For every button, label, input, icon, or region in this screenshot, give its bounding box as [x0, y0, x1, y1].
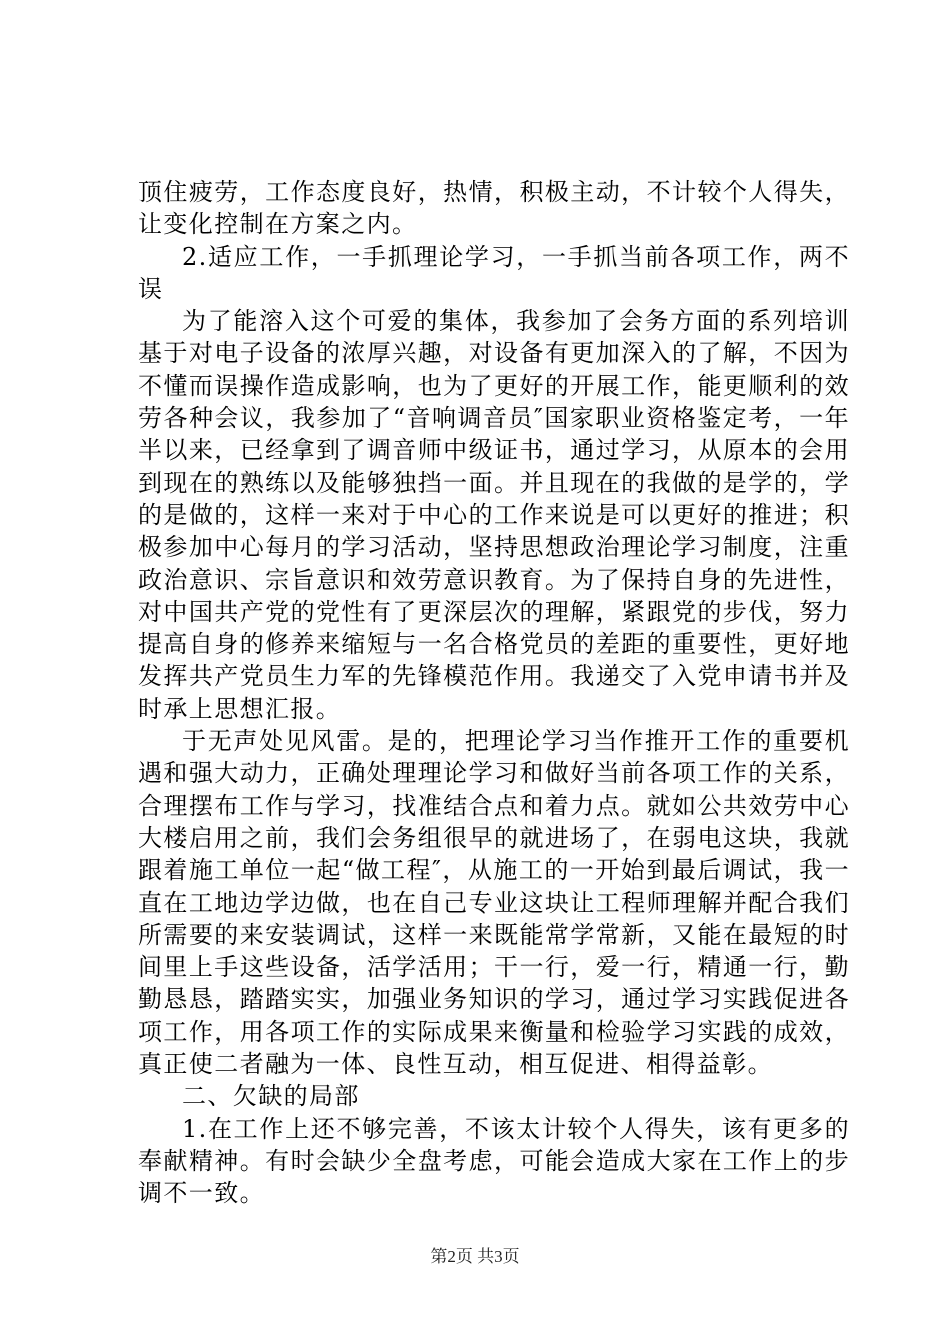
document-body — [138, 176, 850, 1210]
paragraph-continuation: 顶住疲劳，工作态度良好，热情，积极主动，不计较个人得失，让变化控制在方案之内。 — [138, 178, 850, 239]
paragraph-shortcoming-1: 1.在工作上还不够完善，不该太计较个人得失，该有更多的奉献精神。有时会缺少全盘考虑，可能会造成大家在工作上的步调不一致。 — [138, 1114, 850, 1208]
page-number-footer: 第2页 共3页 — [430, 1247, 520, 1266]
paragraph-heading-adapt-work: 2.适应工作，一手抓理论学习，一手抓当前各项工作，两不误 — [138, 242, 850, 303]
paragraph-theory-practice: 于无声处见风雷。是的，把理论学习当作推开工作的重要机遇和强大动力，正确处理理论学习和做好当前各项工作的关系，合理摆布工作与学习，找准结合点和着力点。就如公共效劳中心大楼启用之前，我们会务组很早的就进场了，在弱电这块，我就跟着施工单位一起“做工程″，从施工的一开始到最后调试，我一直在工地边学边做，也在自己专业这块让工程师理解并配合我们所需要的来安装调试，这样一来既能常学常新，又能在最短的时间里上手这些设备，活学活用；干一行，爱一行，精通一行，勤勤恳恳，踏踏实实，加强业务知识的学习，通过学习实践促进各项工作，用各项工作的实际成果来衡量和检验学习实践的成效，真正使二者融为一体、良性互动，相互促进、相得益彰。 — [138, 727, 850, 1079]
section-heading-shortcomings: 二、欠缺的局部 — [182, 1082, 360, 1111]
paragraph-training: 为了能溶入这个可爱的集体，我参加了会务方面的系列培训基于对电子设备的浓厚兴趣，对设备有更加深入的了解，不因为不懂而误操作造成影响，也为了更好的开展工作，能更顺利的效劳各种会议，我参加了“音响调音员″国家职业资格鉴定考，一年半以来，已经拿到了调音师中级证书，通过学习，从原本的会用到现在的熟练以及能够独挡一面。并且现在的我做的是学的，学的是做的，这样一来对于中心的工作来说是可以更好的推进；积极参加中心每月的学习活动，坚持思想政治理论学习制度，注重政治意识、宗旨意识和效劳意识教育。为了保持自身的先进性，对中国共产党的党性有了更深层次的理解，紧跟党的步伐，努力提高自身的修养来缩短与一名合格党员的差距的重要性，更好地发挥共产党员生力军的先锋模范作用。我递交了入党申请书并及时承上思想汇报。 — [138, 307, 850, 723]
